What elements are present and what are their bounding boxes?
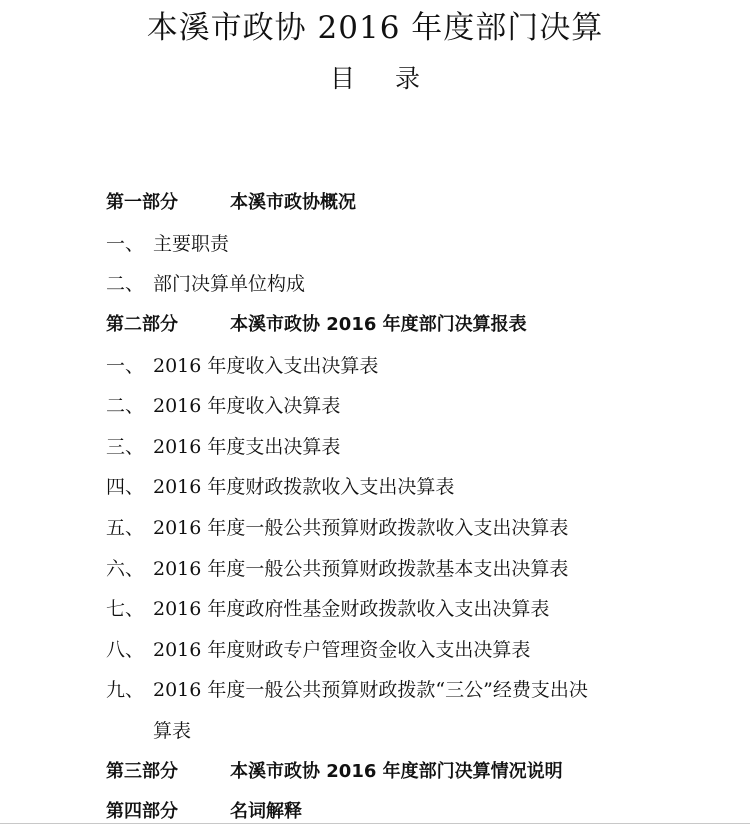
toc-item bbox=[106, 427, 726, 468]
toc-item-text: 2016 年度一般公共预算财政拨款“三公”经费支出决 bbox=[153, 679, 588, 702]
toc-item-number: 二、 bbox=[106, 395, 145, 418]
toc-item-text: 主要职责 bbox=[153, 232, 230, 255]
toc-item-text: 2016 年度政府性基金财政拨款收入支出决算表 bbox=[153, 598, 550, 621]
toc-item bbox=[106, 670, 726, 711]
toc-part-2 bbox=[106, 305, 726, 346]
toc-part-2-label: 第二部分 bbox=[106, 314, 178, 336]
toc-item-text-continuation: 算表 bbox=[153, 720, 192, 743]
table-of-contents bbox=[106, 183, 726, 833]
toc-item bbox=[106, 345, 726, 386]
toc-part-4-title: 名词解释 bbox=[230, 801, 302, 823]
toc-item-text: 2016 年度一般公共预算财政拨款收入支出决算表 bbox=[153, 517, 569, 540]
document-title: 本溪市政协 2016 年度部门决算 bbox=[146, 10, 604, 46]
toc-part-1-title: 本溪市政协概况 bbox=[230, 192, 356, 214]
toc-part-1-label: 第一部分 bbox=[106, 192, 178, 214]
toc-item-number: 四、 bbox=[106, 476, 145, 499]
toc-item-text: 2016 年度一般公共预算财政拨款基本支出决算表 bbox=[153, 557, 569, 580]
toc-item-number: 二、 bbox=[106, 273, 145, 296]
toc-part-2-title: 本溪市政协 2016 年度部门决算报表 bbox=[230, 314, 527, 336]
toc-part-3-label: 第三部分 bbox=[106, 760, 178, 782]
toc-item-text: 2016 年度财政专户管理资金收入支出决算表 bbox=[153, 638, 531, 661]
toc-item-text: 2016 年度收入支出决算表 bbox=[153, 354, 379, 377]
toc-item-continuation bbox=[106, 711, 726, 752]
toc-item-number: 五、 bbox=[106, 517, 145, 540]
toc-item-number: 一、 bbox=[106, 232, 145, 255]
toc-item-number: 一、 bbox=[106, 354, 145, 377]
toc-item-text: 部门决算单位构成 bbox=[153, 273, 306, 296]
toc-item bbox=[106, 386, 726, 427]
toc-part-1 bbox=[106, 183, 726, 224]
toc-item-text: 2016 年度财政拨款收入支出决算表 bbox=[153, 476, 455, 499]
toc-part-4-label: 第四部分 bbox=[106, 801, 178, 823]
toc-item bbox=[106, 224, 726, 265]
toc-part-3-title: 本溪市政协 2016 年度部门决算情况说明 bbox=[230, 760, 563, 782]
toc-item bbox=[106, 589, 726, 630]
toc-item-number: 七、 bbox=[106, 598, 145, 621]
toc-item bbox=[106, 508, 726, 549]
toc-item bbox=[106, 548, 726, 589]
toc-item bbox=[106, 630, 726, 671]
toc-item-number: 九、 bbox=[106, 679, 145, 702]
toc-item-text: 2016 年度收入决算表 bbox=[153, 395, 341, 418]
page-bottom-rule bbox=[0, 823, 750, 824]
toc-item-number: 六、 bbox=[106, 557, 145, 580]
toc-item bbox=[106, 467, 726, 508]
toc-item-text: 2016 年度支出决算表 bbox=[153, 435, 341, 458]
toc-heading: 目录 bbox=[329, 64, 460, 93]
toc-item-number: 八、 bbox=[106, 638, 145, 661]
toc-item bbox=[106, 264, 726, 305]
toc-part-3 bbox=[106, 751, 726, 792]
toc-part-4 bbox=[106, 792, 726, 833]
toc-item-number: 三、 bbox=[106, 435, 145, 458]
